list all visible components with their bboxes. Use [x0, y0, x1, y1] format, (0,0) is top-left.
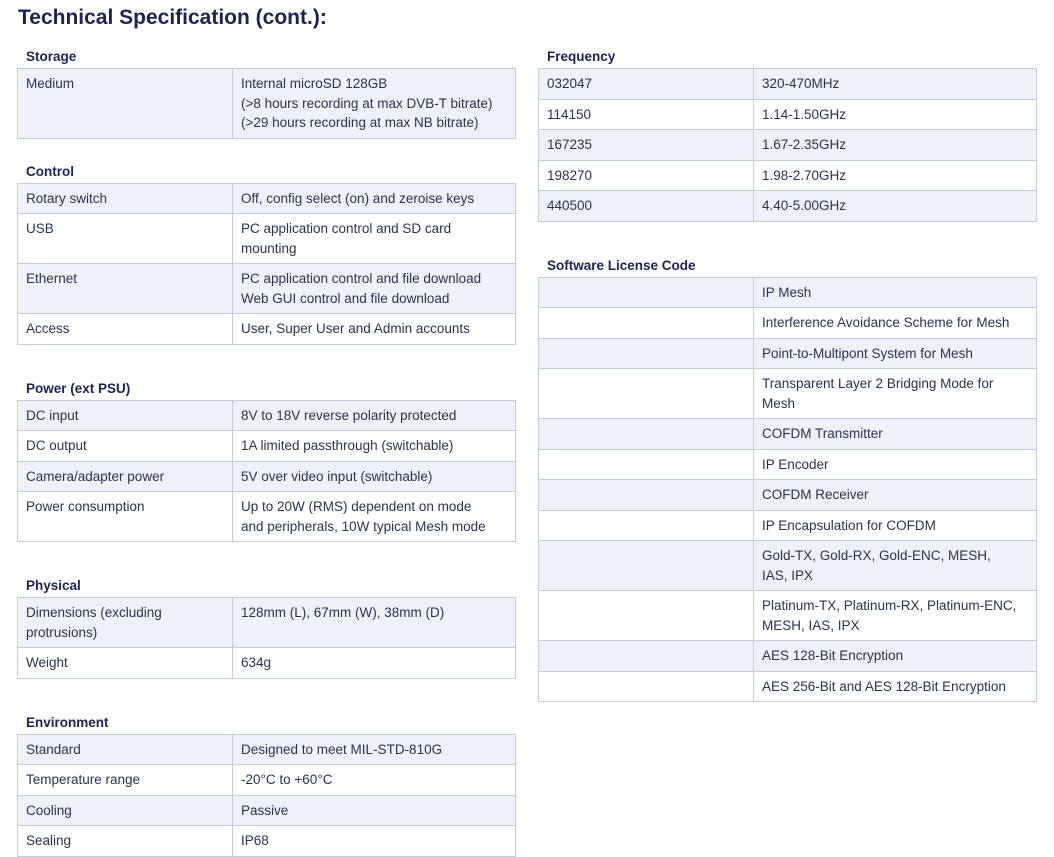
license-value-cell: Transparent Layer 2 Bridging Mode for Mesh [754, 369, 1037, 419]
table-row [539, 191, 1037, 222]
frequency-key-cell: 032047 [539, 69, 754, 100]
license-heading: Software License Code [547, 257, 696, 273]
license-key-cell [539, 510, 754, 541]
table-row [18, 431, 516, 462]
environment-table [17, 734, 516, 857]
license-value-cell: AES 256-Bit and AES 128-Bit Encryption [754, 671, 1037, 702]
power-value-cell: 5V over video input (switchable) [233, 461, 516, 492]
table-row [18, 648, 516, 679]
table-row [18, 765, 516, 796]
table-row [539, 69, 1037, 100]
license-value-cell: AES 128-Bit Encryption [754, 641, 1037, 672]
license-key-cell [539, 641, 754, 672]
frequency-heading: Frequency [547, 49, 616, 64]
table-row [18, 826, 516, 857]
table-row [539, 449, 1037, 480]
table-row [539, 671, 1037, 702]
table-row [18, 734, 516, 765]
power-key-cell: DC input [18, 400, 233, 431]
license-key-cell [539, 671, 754, 702]
table-row [539, 591, 1037, 641]
control-key-cell: Rotary switch [18, 183, 233, 214]
license-key-cell [539, 308, 754, 339]
power-heading: Power (ext PSU) [26, 380, 131, 396]
physical-key-cell: Dimensions (excluding protrusions) [18, 598, 233, 648]
license-value-cell: Platinum-TX, Platinum-RX, Platinum-ENC, MESH, IAS, IPX [754, 591, 1037, 641]
table-row [539, 419, 1037, 450]
table-row [539, 510, 1037, 541]
table-row [539, 277, 1037, 308]
storage-table [17, 68, 516, 139]
table-row [539, 160, 1037, 191]
frequency-value-cell: 1.67-2.35GHz [754, 130, 1037, 161]
license-value-cell: Interference Avoidance Scheme for Mesh [754, 308, 1037, 339]
license-key-cell [539, 449, 754, 480]
frequency-table [538, 68, 1037, 222]
license-value-cell: IP Encoder [754, 449, 1037, 480]
table-row [18, 214, 516, 264]
license-key-cell [539, 338, 754, 369]
storage-section [17, 46, 516, 139]
page-title: Technical Specification (cont.): [18, 6, 327, 29]
power-key-cell: DC output [18, 431, 233, 462]
control-key-cell: USB [18, 214, 233, 264]
power-section [17, 378, 516, 543]
left-column [17, 46, 516, 857]
environment-key-cell: Sealing [18, 826, 233, 857]
control-section [17, 161, 516, 345]
storage-key-cell: Medium [18, 69, 233, 139]
table-row [539, 338, 1037, 369]
license-key-cell [539, 541, 754, 591]
frequency-value-cell: 1.14-1.50GHz [754, 99, 1037, 130]
control-table [17, 183, 516, 345]
table-row [18, 400, 516, 431]
table-row [18, 795, 516, 826]
power-value-cell: 8V to 18V reverse polarity protected [233, 400, 516, 431]
control-key-cell: Access [18, 314, 233, 345]
frequency-section [538, 46, 1037, 222]
frequency-key-cell: 167235 [539, 130, 754, 161]
frequency-key-cell: 440500 [539, 191, 754, 222]
environment-value-cell: IP68 [233, 826, 516, 857]
environment-heading: Environment [26, 714, 109, 730]
license-value-cell: Point-to-Multipont System for Mesh [754, 338, 1037, 369]
license-section [538, 255, 1037, 703]
table-row [18, 461, 516, 492]
environment-value-cell: -20°C to +60°C [233, 765, 516, 796]
control-value-cell: Off, config select (on) and zeroise keys [233, 183, 516, 214]
frequency-key-cell: 198270 [539, 160, 754, 191]
frequency-value-cell: 320-470MHz [754, 69, 1037, 100]
physical-heading: Physical [26, 578, 81, 593]
license-key-cell [539, 369, 754, 419]
physical-table [17, 597, 516, 679]
frequency-key-cell: 114150 [539, 99, 754, 130]
storage-heading: Storage [26, 49, 77, 64]
environment-key-cell: Cooling [18, 795, 233, 826]
table-row [18, 183, 516, 214]
license-table [538, 277, 1037, 703]
environment-value-cell: Designed to meet MIL-STD-810G [233, 734, 516, 765]
license-value-cell: COFDM Transmitter [754, 419, 1037, 450]
control-value-cell: PC application control and file download Web GUI control and file download [233, 264, 516, 314]
control-key-cell: Ethernet [18, 264, 233, 314]
physical-key-cell: Weight [18, 648, 233, 679]
power-key-cell: Camera/adapter power [18, 461, 233, 492]
control-heading: Control [26, 163, 74, 179]
right-column [538, 46, 1037, 702]
table-row [18, 69, 516, 139]
license-key-cell [539, 480, 754, 511]
license-value-cell: IP Mesh [754, 277, 1037, 308]
environment-key-cell: Standard [18, 734, 233, 765]
license-value-cell: COFDM Receiver [754, 480, 1037, 511]
table-row [539, 480, 1037, 511]
table-row [18, 264, 516, 314]
license-key-cell [539, 591, 754, 641]
power-value-cell: 1A limited passthrough (switchable) [233, 431, 516, 462]
physical-value-cell: 634g [233, 648, 516, 679]
table-row [18, 314, 516, 345]
table-row [539, 130, 1037, 161]
storage-value-cell: Internal microSD 128GB (>8 hours recording at max DVB-T bitrate) (>29 hours recording at max NB bitrate) [233, 69, 516, 139]
table-row [539, 99, 1037, 130]
control-value-cell: PC application control and SD card mounting [233, 214, 516, 264]
license-key-cell [539, 277, 754, 308]
license-key-cell [539, 419, 754, 450]
license-value-cell: Gold-TX, Gold-RX, Gold-ENC, MESH, IAS, IPX [754, 541, 1037, 591]
table-row [539, 541, 1037, 591]
table-row [539, 641, 1037, 672]
frequency-value-cell: 4.40-5.00GHz [754, 191, 1037, 222]
power-value-cell: Up to 20W (RMS) dependent on mode and peripherals, 10W typical Mesh mode [233, 492, 516, 542]
power-table [17, 400, 516, 543]
physical-section [17, 575, 516, 679]
power-key-cell: Power consumption [18, 492, 233, 542]
table-row [539, 308, 1037, 339]
frequency-value-cell: 1.98-2.70GHz [754, 160, 1037, 191]
control-value-cell: User, Super User and Admin accounts [233, 314, 516, 345]
environment-key-cell: Temperature range [18, 765, 233, 796]
environment-section [17, 712, 516, 857]
table-row [539, 369, 1037, 419]
table-row [18, 492, 516, 542]
license-value-cell: IP Encapsulation for COFDM [754, 510, 1037, 541]
physical-value-cell: 128mm (L), 67mm (W), 38mm (D) [233, 598, 516, 648]
environment-value-cell: Passive [233, 795, 516, 826]
table-row [18, 598, 516, 648]
